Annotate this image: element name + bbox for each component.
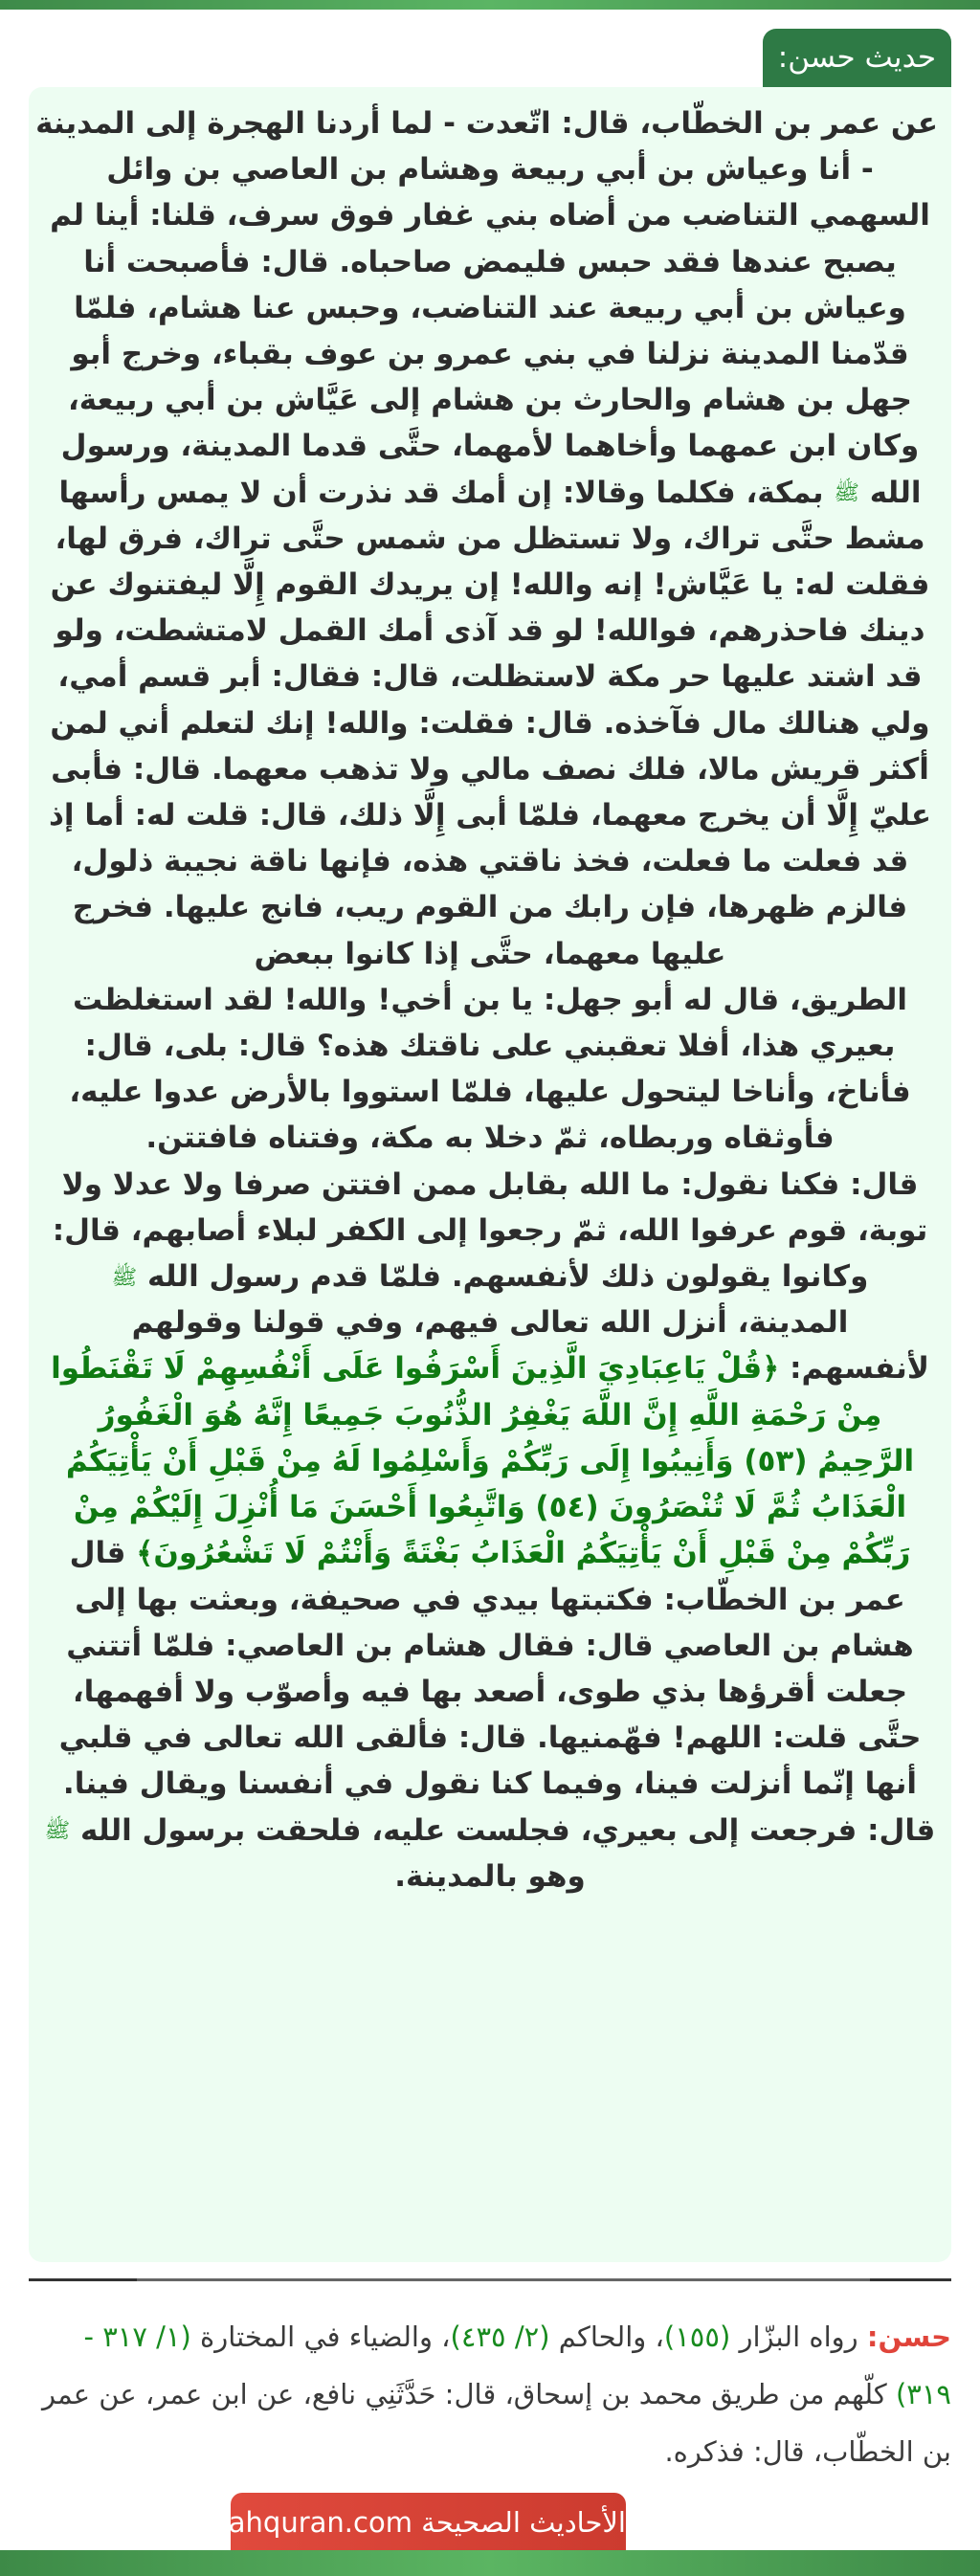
hadith-line: قد اشتد عليها حر مكة لاستظلت، قال: فقال: أبر قسم أمي،: [57, 659, 923, 695]
hadith-line: المدينة، أنزل الله تعالى فيهم، وفي قولنا وقولهم: [131, 1305, 849, 1341]
source-text: ، والضياء في المختارة: [190, 2321, 451, 2353]
hadith-line: حتَّى قلت: اللهم! فهّمنيها. قال: فألقى الله تعالى في قلبي: [58, 1721, 922, 1756]
hadith-line: ولي هنالك مال فآخذه. قال: فقلت: والله! إنك لتعلم أني لمن: [50, 705, 930, 741]
quran-verse-text: ﴿قُلْ يَاعِبَادِيَ الَّذِينَ أَسْرَفُوا عَلَى أَنْفُسِهِمْ لَا تَقْنَطُوا: [51, 1351, 780, 1387]
hadith-line: عليها معهما، حتَّى إذا كانوا ببعض: [254, 936, 726, 971]
salawat-icon: ﷺ: [44, 1819, 71, 1844]
hadith-line: فالزم ظهرها، فإن رابك من القوم ريب، فانج عليها. فخرج: [72, 890, 908, 925]
hadith-line: فقلت له: يا عَيَّاش! إنه والله! إن يريدك القوم إِلَّا ليفتنوك عن: [50, 567, 930, 603]
hadith-line: - أنا وعياش بن أبي ربيعة وهشام بن العاصي بن وائل: [106, 152, 874, 188]
hadith-line: عن عمر بن الخطّاب، قال: اتّعدت - لما أردنا الهجرة إلى المدينة: [35, 106, 938, 141]
hadith-line: الطريق، قال له أبو جهل: يا بن أخي! والله! لقد استغلظت: [72, 982, 908, 1017]
section-divider: [29, 2278, 951, 2281]
hadith-line-with-honorific: [42, 1254, 938, 1299]
hadith-line: دينك فاحذرهم، فوالله! لو قد آذى أمك القمل لامتشطت، ولو: [55, 613, 925, 649]
line-text: وكانوا يقولون ذلك لأنفسهم. فلمّا قدم رسول الله: [147, 1259, 869, 1295]
hadith-line: جعلت أقرؤها بذي طوى، أصعد بها فيه وأصوّب ولا أفهمها،: [72, 1674, 908, 1709]
hadith-line: عمر بن الخطّاب: فكتبتها بيدي في صحيفة، وبعثت بها إلى: [75, 1582, 905, 1617]
line-text: قال: [69, 1536, 137, 1571]
salawat-icon: ﷺ: [111, 1265, 138, 1290]
hadith-line: وكان ابن عمهما وأخاهما لأمهما، حتَّى قدما المدينة، ورسول: [60, 429, 920, 464]
bottom-decorative-bar: [0, 2550, 980, 2576]
hadith-line: جهل بن هشام والحارث بن هشام إلى عَيَّاش بن أبي ربيعة،: [67, 383, 913, 418]
hadith-line: مشط حتَّى تراك، ولا تستظل من شمس حتَّى تراك، فرق لها،: [55, 521, 925, 556]
hadith-line-with-quran: [42, 1530, 938, 1576]
hadith-line: قد فعلت ما فعلت، فخذ ناقتي هذه، فإنها ناقة نجيبة ذلول،: [71, 844, 909, 879]
hadith-line-with-honorific: [42, 1808, 938, 1854]
hadith-line-with-honorific: [42, 470, 938, 516]
hadith-line: السهمي التناضب من أضاه بني غفار فوق سرف، قلنا: أينا لم: [50, 198, 930, 233]
reference-number: (١٥٥): [663, 2321, 731, 2353]
hadith-line: بعيري هذا، أفلا تعقبني على ناقتك هذه؟ قال: بلى، قال:: [84, 1029, 896, 1064]
source-text: ، والحاكم: [549, 2321, 664, 2353]
line-text: بمكة، فكلما وقالا: إن أمك قد نذرت أن لا يمس رأسها: [58, 475, 824, 510]
hadith-line: توبة، قوم عرفوا الله، ثمّ رجعوا إلى الكفر لبلاء أصابهم، قال:: [52, 1212, 928, 1248]
top-decorative-bar: [0, 0, 980, 10]
hadith-line: وهو بالمدينة.: [394, 1858, 586, 1894]
hadith-line: هشام بن العاصي قال: فقال هشام بن العاصي: فلمّا أتتني: [66, 1628, 914, 1663]
hadith-source-reference: [29, 2308, 951, 2480]
line-text: الله: [869, 475, 922, 510]
source-text: كلّهم من طريق محمد بن إسحاق، قال: حَدَّثَنِي نافع، عن ابن عمر، عن عمر بن الخطّاب، قال: فذكره.: [41, 2378, 951, 2468]
hadith-line: عليّ إِلَّا أن يخرج معهما، فلمّا أبى إِلَّا ذلك، قال: قلت له: أما إذ: [49, 798, 931, 833]
quran-verse-line: الرَّحِيمُ (٥٣) وَأَنِيبُوا إِلَى رَبِّكُمْ وَأَسْلِمُوا لَهُ مِنْ قَبْلِ أَنْ يَأْتِيَكُمُ: [65, 1443, 915, 1478]
hadith-line: وعياش بن أبي ربيعة عند التناضب، وحبس عنا هشام، فلمّا: [74, 290, 906, 325]
source-text: رواه البزّار: [730, 2321, 867, 2353]
hadith-line: قدّمنا المدينة نزلنا في بني عمرو بن عوف بقباء، وخرج أبو: [71, 337, 909, 372]
hadith-line: أكثر قريش مالا، فلك نصف مالي ولا تذهب معهما. قال: فأبى: [51, 751, 929, 787]
line-text: قال: فرجعت إلى بعيري، فجلست عليه، فلحقت برسول الله: [80, 1812, 936, 1848]
hadith-line: يصبح عندها فقد حبس فليمض صاحباه. قال: فأصبحت أنا: [83, 244, 897, 279]
hadith-line-with-quran: [42, 1345, 938, 1391]
hadith-line: فأناخ، وأناخا ليتحول عليها، فلمّا استووا بالأرض عدوا عليه،: [69, 1075, 911, 1110]
line-text: لأنفسهم:: [779, 1351, 929, 1387]
reference-number: (٢/ ٤٣٥): [450, 2321, 550, 2353]
hadith-text-box: [29, 87, 951, 2262]
hadith-line: فأوثقاه وربطاه، ثمّ دخلا به مكة، وفتناه فافتتن.: [145, 1121, 835, 1156]
hadith-line: قال: فكنا نقول: ما الله بقابل ممن افتتن صرفا ولا عدلا ولا: [61, 1166, 919, 1202]
divider-highlight: [137, 2278, 870, 2281]
hadith-text: [35, 100, 938, 1899]
quran-verse-line: مِنْ رَحْمَةِ اللَّهِ إِنَّ اللَّهَ يَغْفِرُ الذُّنُوبَ جَمِيعًا إِنَّهُ هُوَ الْغَفُورُ: [98, 1397, 882, 1432]
quran-verse-line: الْعَذَابُ ثُمَّ لَا تُنْصَرُونَ (٥٤) وَاتَّبِعُوا أَحْسَنَ مَا أُنْزِلَ إِلَيْكُمْ مِنْ: [73, 1490, 907, 1525]
hadith-grade-header: حديث حسن:: [763, 29, 951, 87]
reference-number: (١/ ٣١٧ - ٣١٩): [83, 2321, 951, 2410]
hadith-line: أنها إنّما أنزلت فينا، وفيما كنا نقول في أنفسنا ويقال فينا.: [62, 1766, 918, 1802]
salawat-icon: ﷺ: [834, 481, 859, 506]
quran-verse-text: رَبِّكُمْ مِنْ قَبْلِ أَنْ يَأْتِيَكُمُ الْعَذَابُ بَغْتَةً وَأَنْتُمْ لَا تَشْعُرُونَ﴾: [136, 1536, 911, 1571]
grade-label: حسن:: [866, 2321, 951, 2353]
site-link-button[interactable]: الأحاديث الصحيحة Surahquran.com: [231, 2493, 626, 2552]
